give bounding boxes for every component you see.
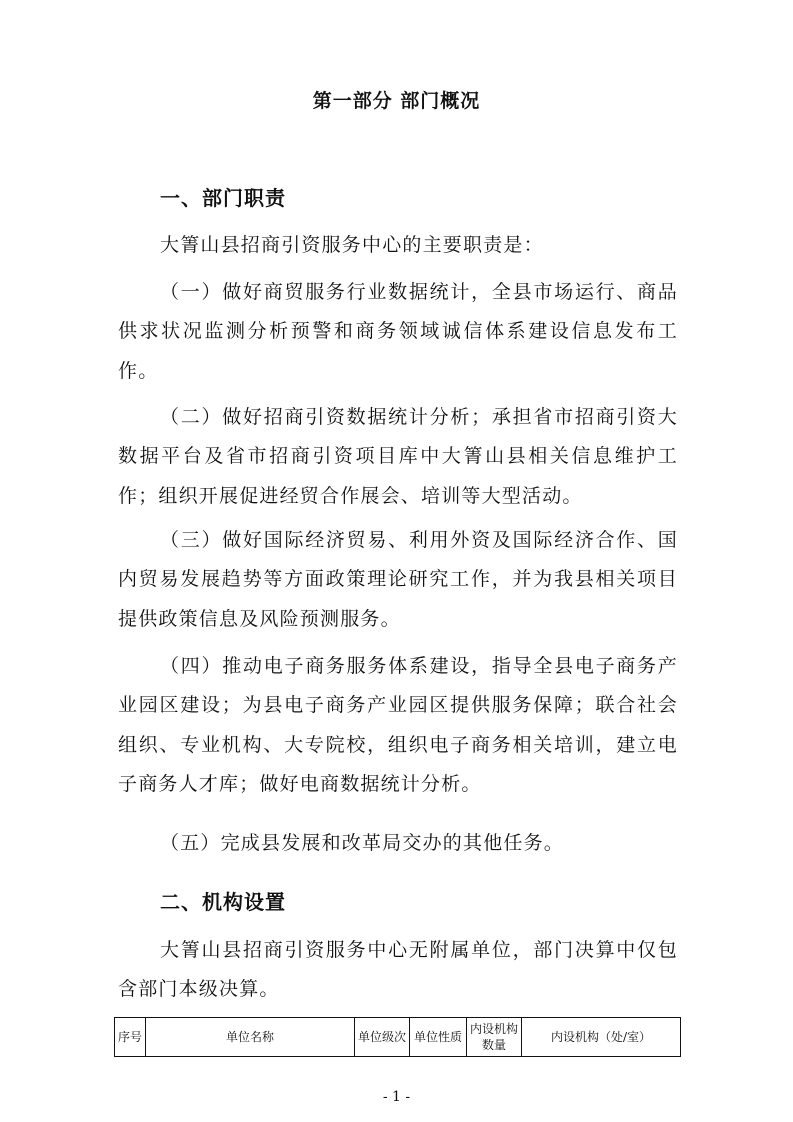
header-cell-unit-nature: 单位性质	[410, 1018, 467, 1057]
paragraph: 大箐山县招商引资服务中心无附属单位，部门决算中仅包含部门本级决算。	[118, 939, 678, 1001]
header-cell-dept-count: 内设机构数量	[467, 1018, 522, 1057]
header-cell-unit-name: 单位名称	[146, 1018, 355, 1057]
header-cell-departments: 内设机构（处/室）	[522, 1018, 681, 1057]
table-header-row	[115, 1018, 681, 1057]
paragraph: 大箐山县招商引资服务中心的主要职责是：	[160, 234, 544, 256]
paragraph: （三）做好国际经济贸易、利用外资及国际经济合作、国内贸易发展趋势等方面政策理论研究工作，并为我县相关项目提供政策信息及风险预测服务。	[118, 529, 678, 630]
header-cell-index: 序号	[115, 1018, 146, 1057]
header-cell-unit-level: 单位级次	[355, 1018, 410, 1057]
page-title: 第一部分 部门概况	[312, 90, 481, 112]
paragraph: （一）做好商贸服务行业数据统计，全县市场运行、商品供求状况监测分析预警和商务领域诚信体系建设信息发布工作。	[118, 281, 678, 382]
paragraph: （二）做好招商引资数据统计分析；承担省市招商引资大数据平台及省市招商引资项目库中大箐山县相关信息维护工作；组织开展促进经贸合作展会、培训等大型活动。	[118, 406, 678, 507]
page-number: - 1 -	[382, 1089, 411, 1105]
section-heading-duties: 一、部门职责	[160, 186, 286, 210]
paragraph: （五）完成县发展和改革局交办的其他任务。	[160, 832, 565, 854]
paragraph: （四）推动电子商务服务体系建设，指导全县电子商务产业园区建设；为县电子商务产业园区提供服务保障；联合社会组织、专业机构、大专院校，组织电子商务相关培训，建立电子商务人才库；做好电商数据统计分析。	[118, 655, 678, 795]
section-heading-organization: 二、机构设置	[160, 890, 286, 914]
units-table	[114, 1017, 681, 1057]
